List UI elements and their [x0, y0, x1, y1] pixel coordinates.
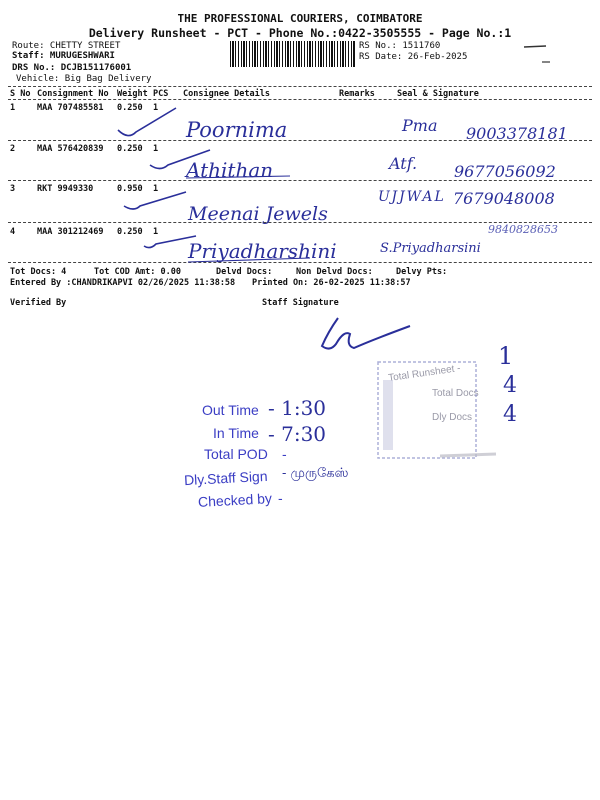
col-weight: Weight	[117, 89, 148, 99]
delivered-docs: Delvd Docs:	[216, 267, 273, 277]
rs-date: RS Date: 26-Feb-2025	[359, 52, 468, 62]
total-docs: Tot Docs: 4	[10, 267, 67, 277]
faded-stamp-smudge	[383, 380, 393, 450]
vehicle-text: Vehicle: Big Bag Delivery	[16, 74, 152, 84]
stamp-runsheet-value: 1	[498, 342, 514, 370]
row-weight: 0.250	[117, 103, 143, 113]
staff-signature-label: Staff Signature	[262, 298, 339, 308]
stamp-delivered-label: Dly Docs	[432, 412, 473, 423]
staff-sign-value: - முருகேஸ்	[282, 466, 349, 481]
stamp-total-value: 4	[503, 373, 517, 398]
consignee-handwriting: Athithan	[186, 158, 274, 182]
col-seal: Seal & Signature	[397, 89, 479, 99]
route-text: Route: CHETTY STREET	[12, 41, 121, 51]
in-time-value: - 7:30	[268, 422, 327, 446]
phone-handwriting: 7679048008	[453, 189, 555, 208]
tick-mark	[118, 108, 176, 136]
row-sno: 1	[10, 103, 16, 113]
out-time-label: Out Time	[202, 402, 259, 418]
faded-stamp-mark	[440, 454, 496, 456]
delivery-points: Delvy Pts:	[396, 267, 448, 277]
row-pcs: 1	[153, 184, 159, 194]
tick-mark	[150, 150, 210, 169]
consignee-handwriting: Priyadharshini	[188, 239, 337, 263]
recipient-signature: UJJWAL	[378, 189, 446, 205]
row-consignment: MAA 301212469	[37, 227, 104, 237]
phone-handwriting: 9840828653	[488, 223, 558, 236]
row-pcs: 1	[153, 227, 159, 237]
row-consignment: RKT 9949330	[37, 184, 94, 194]
tick-mark	[144, 236, 196, 248]
runsheet-subtitle: Delivery Runsheet - PCT - Phone No.:0422-3505555 - Page No.:1	[88, 26, 512, 40]
col-consignee: Consignee Details	[183, 89, 270, 99]
rs-number: RS No.: 1511760	[359, 41, 441, 51]
total-pod-label: Total POD	[204, 446, 268, 462]
non-delivered-docs: Non Delvd Docs:	[296, 267, 373, 277]
col-consignment: Consignment No	[37, 89, 109, 99]
total-cod: Tot COD Amt: 0.00	[94, 267, 181, 277]
underline-mark	[188, 258, 310, 262]
row-consignment: MAA 707485581	[37, 103, 104, 113]
company-title: THE PROFESSIONAL COURIERS, COIMBATORE	[177, 12, 423, 25]
out-time-value: - 1:30	[268, 396, 327, 420]
row-weight: 0.250	[117, 227, 143, 237]
total-pod-value: -	[282, 446, 287, 462]
row-sno: 2	[10, 144, 16, 154]
row-weight: 0.950	[117, 184, 143, 194]
checked-by-label: Checked by	[197, 490, 273, 510]
stamp-runsheet-label: Total Runsheet -	[387, 362, 462, 385]
stamp-delivered-value: 4	[503, 402, 517, 427]
row-consignment: MAA 576420839	[37, 144, 104, 154]
checked-by-value: -	[278, 490, 283, 506]
row-pcs: 1	[153, 103, 159, 113]
row-pcs: 1	[153, 144, 159, 154]
col-remarks: Remarks	[339, 89, 375, 99]
stamp-total-label: Total Docs	[432, 388, 479, 399]
in-time-label: In Time	[213, 425, 259, 441]
recipient-signature: Atf.	[389, 154, 418, 173]
staff-signature-scrawl	[322, 318, 410, 349]
col-pcs: PCS	[153, 89, 169, 99]
consignee-handwriting: Meenai Jewels	[188, 203, 328, 225]
recipient-signature: S.Priyadharsini	[380, 241, 481, 256]
row-weight: 0.250	[117, 144, 143, 154]
tick-mark	[124, 192, 186, 209]
consignee-handwriting: Poornima	[186, 118, 288, 142]
underline-mark	[186, 176, 290, 178]
staff-sign-label: Dly.Staff Sign	[183, 467, 268, 489]
recipient-signature: Pma	[402, 116, 438, 135]
printed-on: Printed On: 26-02-2025 11:38:57	[252, 278, 411, 288]
row-sno: 3	[10, 184, 16, 194]
col-sno: S No	[10, 89, 31, 99]
entered-by: Entered By :CHANDRIKAPVI 02/26/2025 11:38:58	[10, 278, 236, 288]
pen-dash	[524, 46, 546, 47]
verified-by-label: Verified By	[10, 298, 67, 308]
drs-number: DRS No.: DCJB151176001	[12, 63, 132, 73]
row-sno: 4	[10, 227, 16, 237]
staff-text: Staff: MURUGESHWARI	[12, 51, 115, 61]
phone-handwriting: 9677056092	[454, 162, 556, 181]
phone-handwriting: 9003378181	[466, 124, 568, 143]
